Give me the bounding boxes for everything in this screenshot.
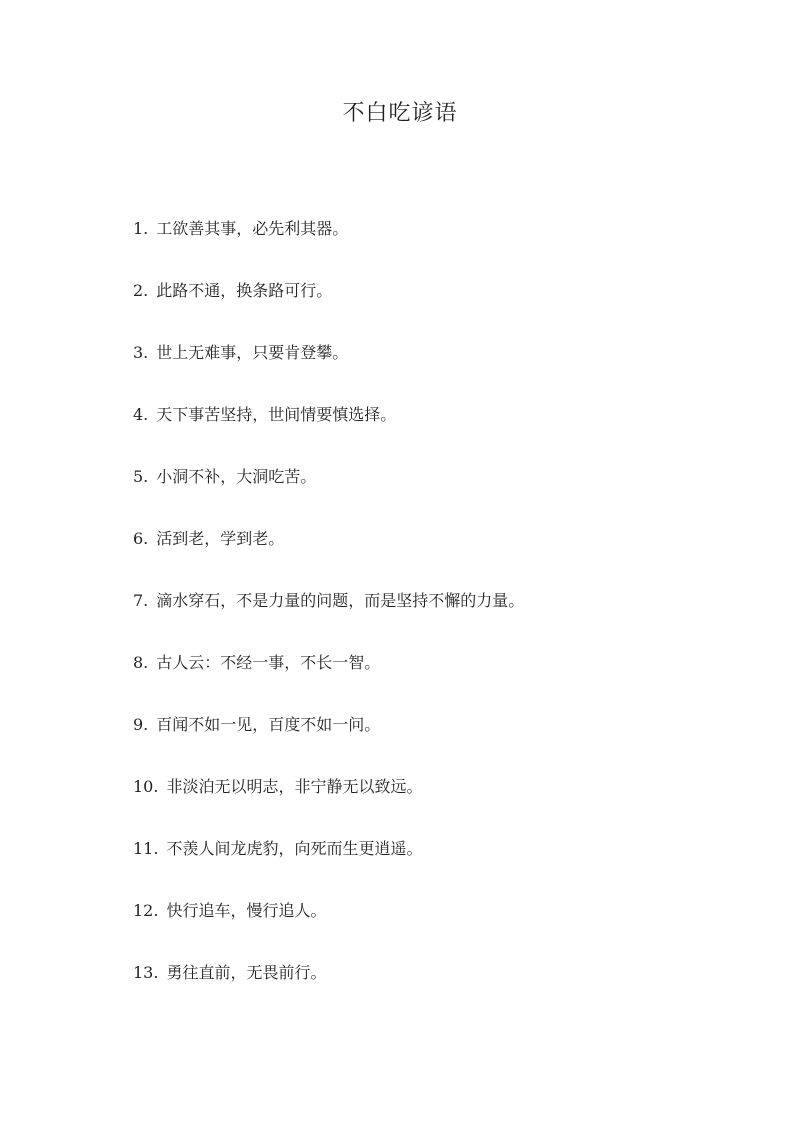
- item-number: 5.: [133, 467, 149, 486]
- proverb-list: [133, 217, 524, 1023]
- list-item: [133, 217, 524, 279]
- item-text: 滴水穿石，不是力量的问题，而是坚持不懈的力量。: [156, 591, 525, 610]
- list-item: [133, 279, 524, 341]
- item-text: 古人云：不经一事，不长一智。: [156, 653, 381, 672]
- list-item: [133, 837, 524, 899]
- item-text: 百闻不如一见，百度不如一问。: [156, 715, 381, 734]
- item-text: 非淡泊无以明志，非宁静无以致远。: [166, 777, 423, 796]
- list-item: [133, 527, 524, 589]
- item-text: 天下事苦坚持，世间情要慎选择。: [156, 405, 397, 424]
- item-number: 8.: [133, 653, 149, 672]
- item-number: 1.: [133, 219, 149, 238]
- list-item: [133, 589, 524, 651]
- list-item: [133, 651, 524, 713]
- item-number: 10.: [133, 777, 159, 796]
- item-text: 小洞不补，大洞吃苦。: [156, 467, 317, 486]
- item-number: 3.: [133, 343, 149, 362]
- item-text: 活到老，学到老。: [156, 529, 285, 548]
- item-text: 此路不通，换条路可行。: [156, 281, 333, 300]
- list-item: [133, 403, 524, 465]
- item-text: 不羡人间龙虎豹，向死而生更逍遥。: [166, 839, 423, 858]
- item-number: 13.: [133, 963, 159, 982]
- item-number: 4.: [133, 405, 149, 424]
- list-item: [133, 899, 524, 961]
- item-number: 6.: [133, 529, 149, 548]
- list-item: [133, 775, 524, 837]
- item-text: 工欲善其事，必先利其器。: [156, 219, 349, 238]
- list-item: [133, 961, 524, 1023]
- list-item: [133, 341, 524, 403]
- list-item: [133, 713, 524, 775]
- item-number: 11.: [133, 839, 159, 858]
- item-text: 世上无难事，只要肯登攀。: [156, 343, 349, 362]
- list-item: [133, 465, 524, 527]
- item-text: 快行追车，慢行追人。: [166, 901, 327, 920]
- item-number: 2.: [133, 281, 149, 300]
- document-title: 不白吃谚语: [342, 101, 458, 126]
- item-number: 12.: [133, 901, 159, 920]
- item-number: 9.: [133, 715, 149, 734]
- item-number: 7.: [133, 591, 149, 610]
- item-text: 勇往直前，无畏前行。: [166, 963, 327, 982]
